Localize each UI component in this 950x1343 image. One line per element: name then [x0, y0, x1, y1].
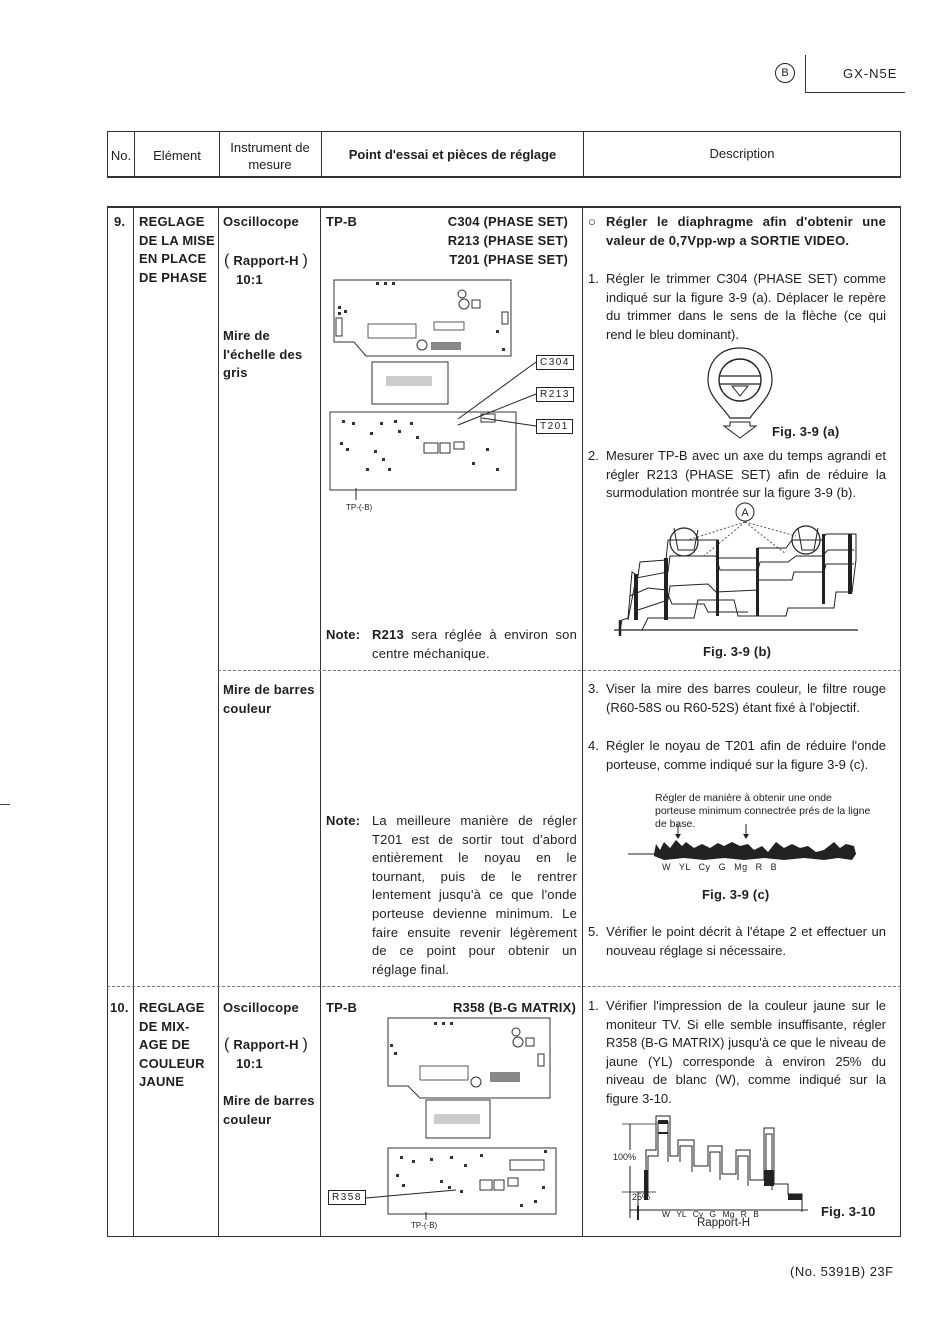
row9-part-t201: T201 (PHASE SET)	[449, 252, 568, 267]
desc-heading: Régler le diaphragme afin d'obtenir une valeur de 0,7Vpp-wp a SORTIE VIDEO.	[606, 214, 886, 248]
step-text: Vérifier le point décrit à l'étape 2 et effectuer un nouveau réglage si nécessaire.	[606, 924, 886, 958]
col-instrument: Instrument de mesure	[230, 140, 310, 172]
row9-part-c304: C304 (PHASE SET)	[447, 214, 568, 229]
pcb-label-c304: C304	[536, 355, 574, 370]
pcb-label-r213: R213	[536, 387, 574, 402]
margin-mark	[0, 804, 10, 805]
row9-ratio: 10:1	[236, 272, 263, 287]
marker-a: A	[741, 507, 749, 519]
row9-element: REGLAGE DE LA MISE EN PLACE DE PHASE	[139, 214, 215, 285]
bar-cy: Cy	[692, 1209, 704, 1219]
pcb-diagram-r358	[360, 1014, 576, 1228]
fig-3-10: Fig. 3-10	[821, 1204, 876, 1219]
step-number: 5.	[588, 924, 599, 939]
waveform-fig-b	[608, 500, 860, 640]
desc-bullet: ○	[588, 214, 597, 229]
row10-part-r358: R358 (B-G MATRIX)	[452, 1000, 576, 1015]
bar-g: G	[709, 1209, 717, 1219]
col-point: Point d'essai et pièces de réglage	[348, 147, 557, 162]
table-header	[107, 131, 901, 178]
row9b-note-label: Note:	[326, 813, 361, 828]
bar-cy: Cy	[698, 862, 711, 872]
row10-no: 10.	[110, 1000, 129, 1015]
pct-100: 100%	[613, 1152, 637, 1162]
bar-mg: Mg	[722, 1209, 735, 1219]
row9-instrument: Oscillocope	[223, 214, 299, 229]
row10-ratio: 10:1	[236, 1056, 263, 1071]
col-element: Elément	[153, 148, 201, 163]
bar-g: G	[718, 862, 727, 872]
pcb-label-t201: T201	[536, 419, 573, 434]
row10-element: REGLAGE DE MIX-AGE DE COULEUR JAUNE	[139, 1000, 205, 1090]
row9-testpoint: TP-B	[326, 214, 358, 229]
col-description: Description	[709, 146, 775, 161]
note-text: sera réglée à environ son centre méchanique.	[372, 627, 578, 661]
step-text: Viser la mire des barres couleur, le filtre rouge (R60-58S ou R60-52S) étant fixé à l'objectif.	[606, 681, 886, 715]
bar-b: B	[753, 1209, 759, 1219]
fig-3-9a: Fig. 3-9 (a)	[772, 424, 840, 439]
step-number: 3.	[588, 681, 599, 696]
section-badge: B	[775, 63, 795, 83]
step-text: Régler le trimmer C304 (PHASE SET) comme indiqué sur la figure 3-9 (a). Déplacer le repère du trimmer dans le sens de la flèche (ce qui rend le bleu dominant).	[606, 271, 886, 342]
pcb-tp-label-10: TP-(-B)	[411, 1221, 438, 1230]
fig-3-9c: Fig. 3-9 (c)	[702, 887, 770, 902]
row10-rapport: ( Rapport-H )	[224, 1036, 309, 1053]
rapport-label: Rapport-H	[233, 253, 299, 268]
waveform-fig-3-10	[612, 1110, 812, 1222]
bar-b: B	[770, 862, 778, 872]
row9-instrument2: Mire de l'échelle des gris	[223, 328, 303, 381]
row10-instrument2: Mire de barres couleur	[223, 1093, 315, 1127]
row10-instrument: Oscillocope	[223, 1000, 299, 1015]
row9-part-r213: R213 (PHASE SET)	[447, 233, 568, 248]
step-number: 1.	[588, 998, 599, 1013]
step-number: 1.	[588, 271, 599, 286]
page-number: (No. 5391B) 23F	[790, 1264, 894, 1279]
col-no: No.	[110, 148, 132, 163]
rapport-label: Rapport-H	[233, 1037, 299, 1052]
step-text: Régler le noyau de T201 afin de réduire l'onde porteuse, comme indiqué sur la figure 3-9 (c).	[606, 738, 886, 772]
fig-3-9b: Fig. 3-9 (b)	[703, 644, 772, 659]
row9-note	[372, 626, 577, 663]
model-label: GX-N5E	[843, 66, 898, 81]
step-text: Mesurer TP-B avec un axe du temps agrandi et régler R213 (PHASE SET) afin de réduire la surmodulation montrée sur la figure 3-9 (b).	[606, 448, 886, 501]
fig-c-note: Régler de manière à obtenir une onde porteuse minimum connectrée prés de la ligne de base.	[655, 792, 871, 830]
row9b-instrument: Mire de barres couleur	[223, 682, 315, 716]
step-text: Vérifier l'impression de la couleur jaune sur le moniteur TV. Si elle semble insuffisante, régler R358 (B-G MATRIX) jusqu'à ce que le niveau de jaune (YL) corresponde à environ 25% du niveau de blanc (W), comme indiqué sur la figure 3-10.	[606, 998, 886, 1106]
bar-r: R	[740, 1209, 747, 1219]
trimmer-figure	[700, 344, 780, 440]
bar-labels-c	[662, 862, 777, 872]
row9b-note: La meilleure manière de régler T201 est de sortir tout d'abord entièrement le noyau en le tournant, puis de le rentrer lentement jusqu'à ce que l'onde porteuse devienne minimum. Le faire ensuite revenir légèrement de ce point pour obtenir un réglage final.	[372, 813, 577, 977]
row9-note-label: Note:	[326, 627, 361, 642]
rapport-h-label: Rapport-H	[697, 1217, 751, 1229]
pcb-tp-label: TP-(-B)	[346, 503, 373, 512]
bar-yl: YL	[676, 1209, 687, 1219]
step-number: 4.	[588, 738, 599, 753]
row10-testpoint: TP-B	[326, 1000, 358, 1015]
bar-mg: Mg	[734, 862, 748, 872]
bar-w: W	[662, 862, 671, 872]
pcb-label-r358: R358	[328, 1190, 366, 1205]
step-number: 2.	[588, 448, 599, 463]
row9-rapport: ( Rapport-H )	[224, 252, 309, 269]
bar-yl: YL	[678, 862, 691, 872]
bar-w: W	[662, 1209, 671, 1219]
row9-no: 9.	[114, 214, 126, 229]
pct-25: 25%	[632, 1192, 651, 1202]
note-part: R213	[372, 627, 404, 642]
bar-r: R	[755, 862, 763, 872]
